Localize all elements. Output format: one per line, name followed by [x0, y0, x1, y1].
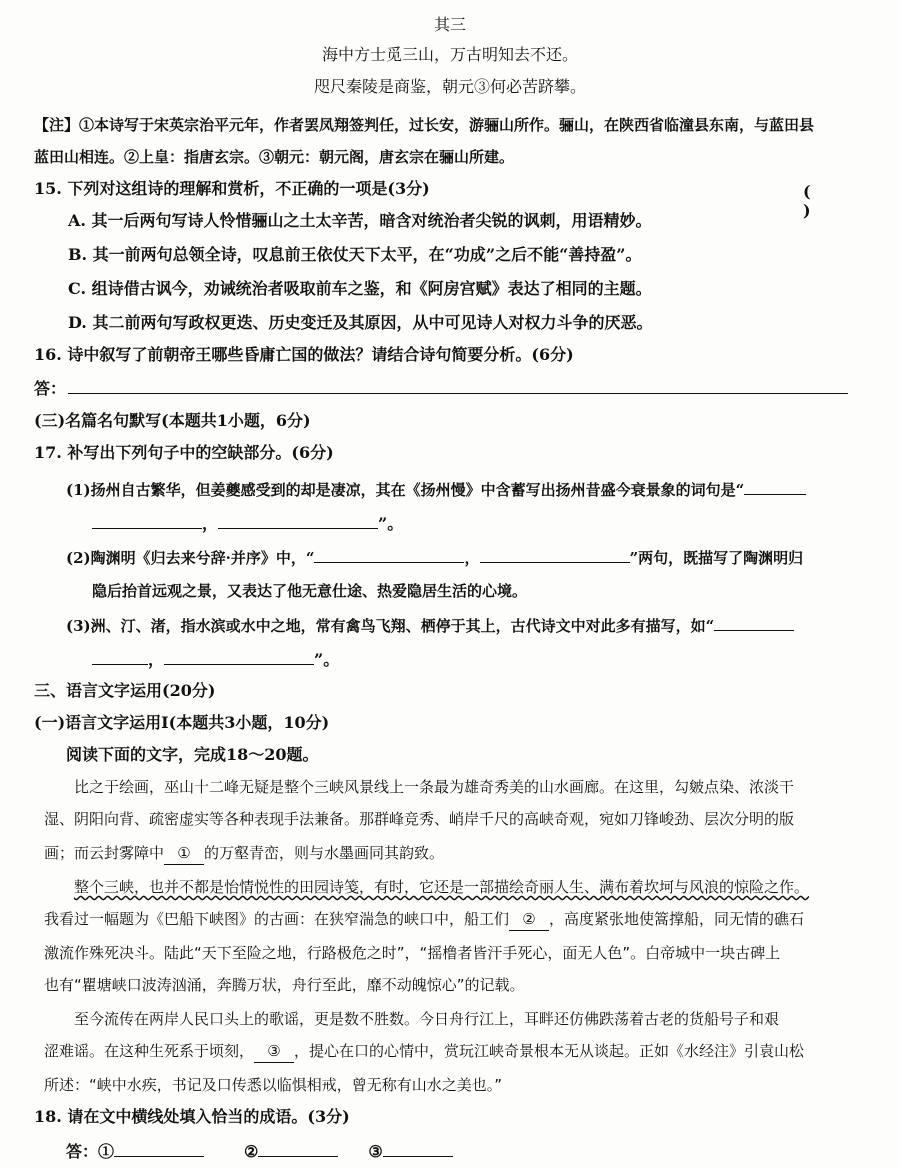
- section-three-sub-1: (一)语言文字运用Ⅰ(本题共3小题，10分): [34, 713, 330, 732]
- passage-p3-line-3: 所述：“峡中水疾，书记及口传悉以临惧相戒，曾无称有山水之美也。”: [44, 1076, 503, 1094]
- passage-p2-line-4: 也有“瞿塘峡口波涛汹涌，奔腾万状，舟行至此，靡不动魄惊心”的记载。: [44, 976, 525, 994]
- q17-item-3-text: (3)洲、汀、渚，指水滨或水中之地，常有禽鸟飞翔、栖停于其上，古代诗文中对此多有描写，如“: [66, 617, 715, 635]
- reading-intro: 阅读下面的文字，完成18～20题。: [66, 745, 319, 764]
- passage-p3-line-2a: 涩难谣。在这种生死系于顷刻，: [44, 1042, 255, 1060]
- q17-close-1: ”。: [378, 514, 404, 533]
- passage-p3-line-2b: ，提心在口的心情中，赏玩江峡奇景根本无从谈起。正如《水经注》引袁山松: [294, 1042, 805, 1060]
- q16-answer-line[interactable]: [68, 393, 848, 394]
- q17-item-2-text: (2)陶渊明《归去来兮辞·并序》中，“: [66, 549, 315, 567]
- passage-p2-line-2a: 我看过一幅题为《巴船下峡图》的古画：在狭窄湍急的峡口中，船工们: [44, 910, 510, 928]
- q16-answer-label: 答：: [34, 379, 67, 398]
- poem-line-2: 咫尺秦陵是商鉴，朝元③何必苦跻攀。: [313, 77, 586, 96]
- q17-close-3: ”。: [314, 650, 340, 669]
- q17-item-1-text: (1)扬州自古繁华，但姜夔感受到的却是凄凉，其在《扬州慢》中含蓄写出扬州昔盛今衰景象的词句是“: [66, 481, 745, 499]
- q17-blank-3a[interactable]: [714, 614, 794, 631]
- q15-answer-bracket: ( ): [803, 182, 839, 220]
- q15-option-d: D. 其二前两句写政权更迭、历史变迁及其原因，从中可见诗人对权力斗争的厌恶。: [68, 313, 653, 332]
- q17-blank-1b[interactable]: [92, 512, 202, 529]
- q17-blank-3c[interactable]: [164, 648, 314, 665]
- passage-p3-line-2: [44, 1040, 804, 1063]
- q17-comma-1: ，: [202, 514, 219, 533]
- q17-blank-2b[interactable]: [480, 546, 630, 563]
- passage-p2-line-2b: ，高度紧张地使篙撑船，同无情的礁石: [549, 910, 805, 928]
- passage-p3-line-1: 至今流传在两岸人民口头上的歌谣，更是数不胜数。今日舟行江上，耳畔还仿佛跌荡着古老的货船号子和艰: [74, 1010, 780, 1028]
- section-3-subtitle: (三)名篇名句默写(本题共1小题，6分): [34, 411, 311, 430]
- q15-option-c: C. 组诗借古讽今，劝诫统治者吸取前车之鉴，和《阿房宫赋》表达了相同的主题。: [68, 279, 652, 298]
- q17-item-3: [66, 614, 794, 637]
- passage-p1-line-3: [44, 842, 444, 865]
- passage-blank-3[interactable]: ③: [254, 1040, 294, 1063]
- q17-item-1: [66, 478, 806, 501]
- q18-stem: 18. 请在文中横线处填入恰当的成语。(3分): [34, 1107, 350, 1126]
- q17-item-2-cont: 隐后抬首远观之景，又表达了他无意仕途、热爱隐居生活的心境。: [92, 582, 528, 600]
- q15-option-a: A. 其一后两句写诗人怜惜骊山之土太辛苦，暗含对统治者尖锐的讽刺，用语精妙。: [68, 211, 652, 230]
- passage-p2-wavy-sentence: 整个三峡，也并不都是怡情悦性的田园诗笺，有时，它还是一部描绘奇丽人生、满布着坎坷与风浪的惊险之作。: [74, 878, 810, 896]
- q18-answers: [66, 1140, 453, 1163]
- passage-p1-line-1: 比之于绘画，巫山十二峰无疑是整个三峡风景线上一条最为雄奇秀美的山水画廊。在这里，勾皴点染、浓淡干: [74, 778, 795, 796]
- q17-item-2: [66, 546, 803, 569]
- q15-stem: 15. 下列对这组诗的理解和赏析，不正确的一项是(3分): [34, 179, 430, 198]
- q17-blank-3b[interactable]: [92, 648, 148, 665]
- q18-mark-2: ②: [244, 1142, 259, 1161]
- passage-p1-line-3a: 画；而云封雾障中: [44, 844, 165, 862]
- passage-p2-line-1: [74, 876, 809, 898]
- q17-blank-1c[interactable]: [218, 512, 378, 529]
- passage-p2-line-2: [44, 908, 804, 931]
- q16-stem: 16. 诗中叙写了前朝帝王哪些昏庸亡国的做法？请结合诗句简要分析。(6分): [34, 345, 574, 364]
- q18-answer-label: 答：①: [66, 1142, 115, 1161]
- passage-blank-2[interactable]: ②: [509, 908, 549, 931]
- q17-item-2-end: ”两句，既描写了陶渊明归: [629, 549, 804, 567]
- q18-mark-3: ③: [368, 1142, 383, 1161]
- q18-blank-1[interactable]: [114, 1140, 204, 1157]
- q17-comma-3: ，: [148, 650, 165, 669]
- q17-item-3-cont: [92, 648, 339, 671]
- section-three-title: 三、语言文字运用(20分): [34, 681, 216, 700]
- q17-item-1-cont: [92, 512, 403, 535]
- passage-p1-line-3b: 的万壑青峦，则与水墨画同其韵致。: [204, 844, 445, 862]
- q17-comma-2: ，: [464, 549, 480, 567]
- q18-blank-2[interactable]: [258, 1140, 338, 1157]
- note-line-2: 蓝田山相连。②上皇：指唐玄宗。③朝元：朝元阁，唐玄宗在骊山所建。: [34, 148, 515, 166]
- q17-blank-1a[interactable]: [744, 478, 806, 495]
- poem-title: 其三: [433, 15, 466, 34]
- passage-p1-line-2: 湿、阴阳向背、疏密虚实等各种表现手法兼备。那群峰竞秀、峭岸千尺的高峡奇观，宛如刀锋峻劲、层次分明的版: [44, 810, 795, 828]
- passage-blank-1[interactable]: ①: [164, 842, 204, 865]
- q18-blank-3[interactable]: [383, 1140, 453, 1157]
- passage-p2-line-3: 激流作殊死决斗。陆此“天下至险之地，行路极危之时”，“摇橹者皆汗手死心，面无人色”。白帝城中一块古碑上: [44, 944, 781, 962]
- q17-stem: 17. 补写出下列句子中的空缺部分。(6分): [34, 443, 334, 462]
- q17-blank-2a[interactable]: [314, 546, 464, 563]
- note-line-1: 【注】①本诗写于宋英宗治平元年，作者罢凤翔签判任，过长安，游骊山所作。骊山，在陕西省临潼县东南，与蓝田县: [34, 116, 815, 134]
- q15-option-b: B. 其一前两句总领全诗，叹息前王依仗天下太平，在“功成”之后不能“善持盈”。: [68, 245, 642, 264]
- poem-line-1: 海中方士觅三山，万古明知去不还。: [321, 45, 578, 64]
